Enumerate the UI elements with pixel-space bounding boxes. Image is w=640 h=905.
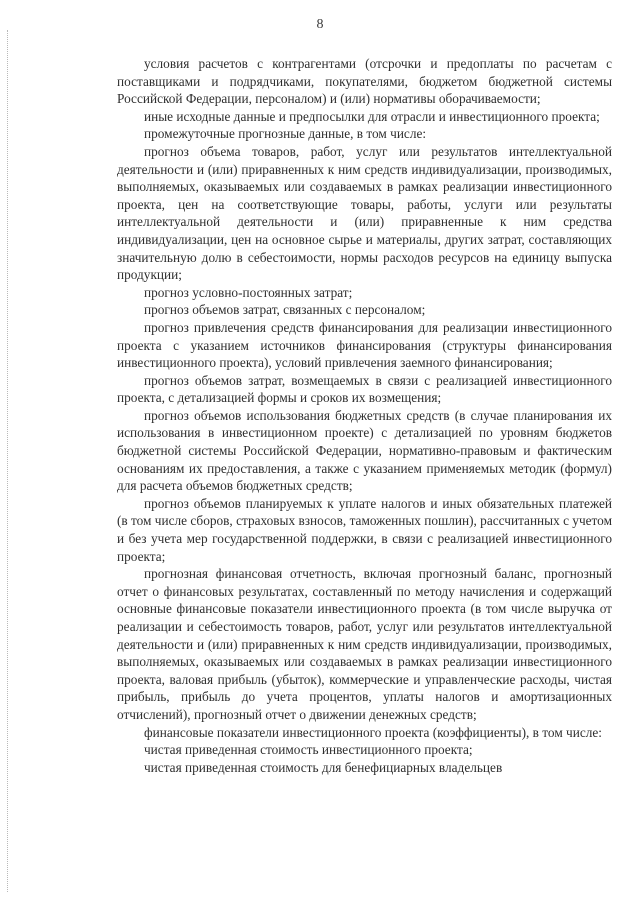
paragraph: прогноз объемов использования бюджетных средств (в случае планирования их использования в инвестиционном проекте) с детализацией по уровням бюджетов бюджетной системы Российской Федерации, нормативно-правовым и фактическим основаниям их предоставления, а также с указанием применяемых методик (формул) для расчета объемов бюджетных средств; (117, 407, 612, 494)
paragraph: иные исходные данные и предпосылки для отрасли и инвестиционного проекта; (144, 108, 600, 124)
paragraph: прогноз объемов затрат, связанных с персоналом; (144, 302, 426, 318)
paragraph: прогноз привлечения средств финансирования для реализации инвестиционного проекта с указанием источников финансирования (структуры финансирования инвестиционного проекта), условий привлечения заемного финансирования; (117, 319, 612, 371)
left-margin-line (7, 30, 8, 892)
paragraph: чистая приведенная стоимость для бенефициарных владельцев (144, 759, 503, 775)
paragraph: промежуточные прогнозные данные, в том числе: (144, 126, 427, 142)
paragraph: условия расчетов с контрагентами (отсрочки и предоплаты по расчетам с поставщиками и подрядчиками, покупателями, бюджетом бюджетной системы Российской Федерации, персоналом) и (или) нормативы оборачиваемости; (117, 56, 612, 107)
paragraph: финансовые показатели инвестиционного проекта (коэффициенты), в том числе: (144, 724, 602, 740)
paragraph: прогнозная финансовая отчетность, включая прогнозный баланс, прогнозный отчет о финансовых результатах, составленный по методу начисления и содержащий основные финансовые показатели инвестиционного проекта (в том числе выручка от реализации и себестоимость товаров, работ, услуг или результатов интеллектуальной деятельности и (или) приравненных к ним средств индивидуализации, производимых, выполняемых, оказываемых или создаваемых в рамках реализации инвестиционного проекта, валовая прибыль (убыток), коммерческие и управленческие расходы, чистая прибыль, прибыль до учета процентов, уплаты налогов и амортизационных отчислений), прогнозный отчет о движении денежных средств; (117, 566, 612, 722)
document-body (117, 55, 612, 776)
paragraph: прогноз объемов планируемых к уплате налогов и иных обязательных платежей (в том числе сборов, страховых взносов, таможенных пошлин), рассчитанных с учетом и без учета мер государственной поддержки, в связи с реализацией инвестиционного проекта; (117, 495, 612, 564)
paragraph: чистая приведенная стоимость инвестиционного проекта; (144, 742, 473, 758)
page-number: 8 (316, 17, 324, 32)
paragraph: прогноз объемов затрат, возмещаемых в связи с реализацией инвестиционного проекта, с детализацией формы и сроков их возмещения; (117, 372, 612, 406)
paragraph: прогноз условно-постоянных затрат; (144, 284, 353, 300)
paragraph: прогноз объема товаров, работ, услуг или результатов интеллектуальной деятельности и (или) приравненных к ним средств индивидуализации, производимых, выполняемых, оказываемых или создаваемых в рамках реализации инвестиционного проекта, цен на соответствующие товары, работы, услуги или результаты интеллектуальной деятельности и (или) приравненные к ним средства индивидуализации, цен на основное сырье и материалы, других затрат, составляющих значительную долю в себестоимости, нормы расходов ресурсов на единицу выпуска продукции; (117, 143, 612, 283)
